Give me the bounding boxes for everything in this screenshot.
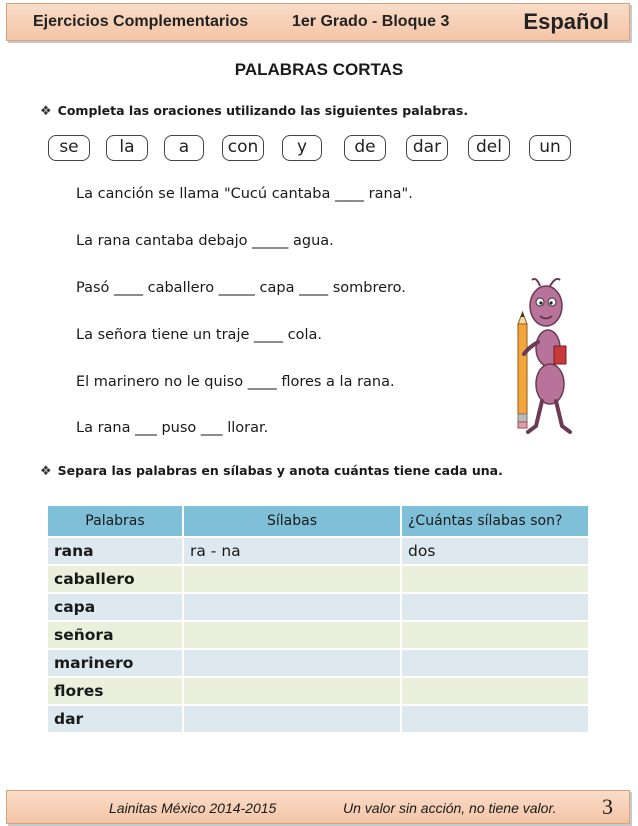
syllables-cell[interactable]: ra - na [184,538,400,564]
diamond-bullet-icon: ❖ [40,464,52,479]
header-subject: Español [523,9,609,34]
sentence: La rana ___ puso ___ llorar. [76,420,269,436]
word-box: dar [406,135,448,161]
syllables-table [46,504,590,734]
ant-with-pencil-illustration [500,276,580,441]
syllables-cell[interactable] [184,594,400,620]
table-row [48,594,588,620]
word-box: la [106,135,148,161]
word-cell: marinero [48,650,182,676]
word-box: y [282,135,322,161]
word-box: a [164,135,204,161]
count-cell[interactable]: dos [402,538,588,564]
count-cell[interactable] [402,678,588,704]
count-cell[interactable] [402,566,588,592]
word-box: con [222,135,264,161]
sentence: Pasó ____ caballero _____ capa ____ sombrero. [76,280,406,296]
syllables-cell[interactable] [184,678,400,704]
instruction-1-text: Completa las oraciones utilizando las siguientes palabras. [57,103,469,118]
header-subject-series: Ejercicios Complementarios [33,13,249,30]
table-row [48,566,588,592]
instruction-1 [40,103,468,119]
footer-motto: Un valor sin acción, no tiene valor. [343,800,557,816]
table-row [48,622,588,648]
table-row [48,650,588,676]
page-number: 3 [602,794,613,819]
instruction-2-text: Separa las palabras en sílabas y anota cuántas tiene cada una. [57,463,503,478]
column-header-count: ¿Cuántas sílabas son? [402,506,588,536]
count-cell[interactable] [402,650,588,676]
count-cell[interactable] [402,622,588,648]
syllables-cell[interactable] [184,650,400,676]
syllables-cell[interactable] [184,566,400,592]
page-title: PALABRAS CORTAS [234,60,404,79]
sentence: La rana cantaba debajo _____ agua. [76,233,334,249]
word-box: se [48,135,90,161]
page-footer [6,790,630,824]
table-row [48,538,588,564]
table-row [48,706,588,732]
header-grade: 1er Grado - Bloque 3 [292,13,450,30]
column-header-syllables: Sílabas [184,506,400,536]
word-cell: rana [48,538,182,564]
word-cell: señora [48,622,182,648]
count-cell[interactable] [402,706,588,732]
word-cell: dar [48,706,182,732]
page-header [6,3,630,41]
word-box: del [468,135,510,161]
word-cell: caballero [48,566,182,592]
word-cell: capa [48,594,182,620]
diamond-bullet-icon: ❖ [40,104,52,119]
count-cell[interactable] [402,594,588,620]
table-row [48,678,588,704]
word-cell: flores [48,678,182,704]
sentence: La señora tiene un traje ____ cola. [76,327,322,343]
word-box: de [344,135,386,161]
footer-credit: Lainitas México 2014-2015 [109,800,277,816]
word-box: un [529,135,571,161]
syllables-cell[interactable] [184,622,400,648]
column-header-words: Palabras [48,506,182,536]
instruction-2 [40,463,503,479]
table-header-row [48,506,588,536]
sentence: El marinero no le quiso ____ flores a la rana. [76,374,395,390]
sentence: La canción se llama "Cucú cantaba ____ rana". [76,186,413,202]
syllables-cell[interactable] [184,706,400,732]
